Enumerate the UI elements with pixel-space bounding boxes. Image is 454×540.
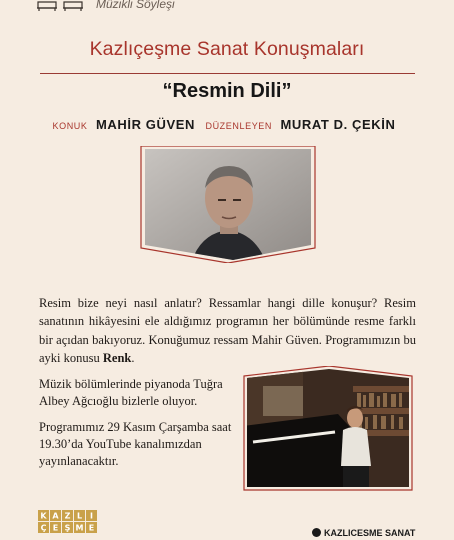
top-strip [0, 0, 454, 14]
svg-text:K: K [40, 511, 47, 521]
event-title: “Resmin Dili” [162, 80, 292, 102]
svg-text:Ş: Ş [64, 523, 71, 533]
top-title: Müzikli Söyleşi [96, 0, 175, 11]
credits-line [0, 116, 454, 134]
topic-text: Renk [102, 350, 132, 365]
svg-text:E: E [88, 523, 95, 533]
intro-paragraph [39, 294, 416, 367]
divider [40, 73, 415, 74]
social-icon [312, 528, 321, 537]
piano-photo [243, 366, 413, 491]
broadcast-paragraph: Programımız 29 Kasım Çarşamba saat 19.30’da YouTube kanalımızdan yayınlanacaktır. [39, 420, 232, 468]
svg-text:I: I [90, 511, 93, 521]
kazlicesme-logo [38, 510, 98, 540]
svg-text:A: A [52, 511, 59, 521]
svg-text:E: E [52, 523, 59, 533]
social-label: KAZLICESME SANAT [324, 528, 416, 538]
details-column [39, 376, 239, 479]
intro-text: Resim bize neyi nasıl anlatır? Ressamlar hangi dille konuşur? Resim sanatının hikâyesini ele aldığımız programın her bölümünde resme farklı bir açıdan bakıyoruz. Konuğumuz ressam Mahir Güven. Programımızın bu ayki konusu [39, 296, 416, 365]
series-title: Kazlıçeşme Sanat Konuşmaları [89, 38, 365, 60]
svg-text:Z: Z [64, 511, 71, 521]
guest-name: MAHİR GÜVEN [95, 117, 196, 132]
sofa-icon [36, 0, 86, 12]
music-paragraph: Müzik bölümlerinde piyanoda Tuğra Albey Ağcıoğlu bizlerle oluyor. [39, 377, 223, 408]
guest-label: KONUK [52, 121, 88, 131]
svg-text:L: L [76, 511, 83, 521]
social-handle[interactable] [312, 528, 415, 538]
intro-end: . [131, 350, 135, 365]
organizer-name: MURAT D. ÇEKİN [280, 117, 396, 132]
svg-text:M: M [75, 523, 84, 533]
organizer-label: DÜZENLEYEN [205, 121, 272, 131]
svg-text:Ç: Ç [40, 523, 47, 533]
guest-portrait [140, 146, 316, 263]
